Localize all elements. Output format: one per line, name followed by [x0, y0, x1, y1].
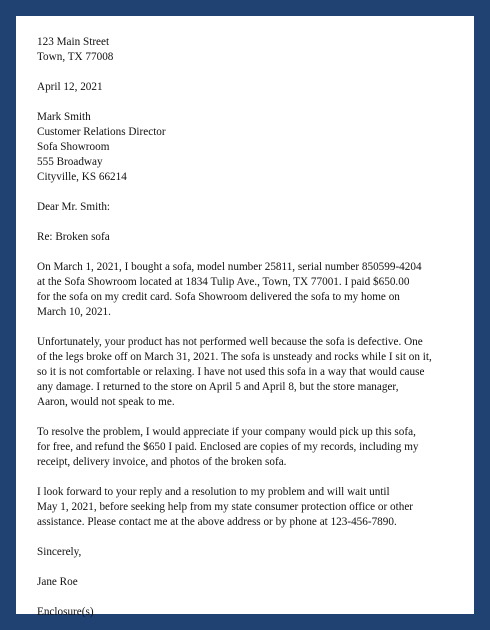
spacer [37, 95, 457, 110]
closing: Sincerely, [37, 546, 82, 558]
letter-page [16, 16, 474, 618]
recipient-block [37, 110, 457, 185]
paragraph-line: March 10, 2021. [37, 306, 111, 318]
sender-address [37, 35, 457, 65]
recipient-name: Mark Smith [37, 111, 91, 123]
paragraph-line: To resolve the problem, I would appreciate if your company would pick up this sofa, [37, 426, 416, 438]
paragraph-3 [37, 425, 457, 470]
spacer [37, 530, 457, 545]
paragraph-line: assistance. Please contact me at the above address or by phone at 123-456-7890. [37, 516, 397, 528]
spacer [37, 410, 457, 425]
spacer [37, 470, 457, 485]
spacer [37, 320, 457, 335]
paragraph-line: at the Sofa Showroom located at 1834 Tulip Ave., Town, TX 77001. I paid $650.00 [37, 276, 410, 288]
paragraph-line: so it is not comfortable or relaxing. I have not used this sofa in a way that would cause [37, 366, 425, 378]
paragraph-4 [37, 485, 457, 530]
sender-address-line2: Town, TX 77008 [37, 51, 114, 63]
letter-body [37, 35, 457, 620]
recipient-street: 555 Broadway [37, 156, 103, 168]
recipient-city: Cityville, KS 66214 [37, 171, 127, 183]
sender-address-line1: 123 Main Street [37, 36, 110, 48]
paragraph-line: I look forward to your reply and a resolution to my problem and will wait until [37, 486, 390, 498]
spacer [37, 215, 457, 230]
spacer [37, 185, 457, 200]
paragraph-line: May 1, 2021, before seeking help from my state consumer protection office or other [37, 501, 414, 513]
spacer [37, 245, 457, 260]
paragraph-line: for the sofa on my credit card. Sofa Showroom delivered the sofa to my home on [37, 291, 400, 303]
spacer [37, 65, 457, 80]
paragraph-line: Unfortunately, your product has not performed well because the sofa is defective. One [37, 336, 423, 348]
recipient-company: Sofa Showroom [37, 141, 110, 153]
salutation: Dear Mr. Smith: [37, 201, 111, 213]
paragraph-2 [37, 335, 457, 410]
paragraph-line: of the legs broke off on March 31, 2021. The sofa is unsteady and rocks while I sit on it, [37, 351, 432, 363]
paragraph-line: any damage. I returned to the store on April 5 and April 8, but the store manager, [37, 381, 399, 393]
signature-name: Jane Roe [37, 576, 78, 588]
paragraph-line: for free, and refund the $650 I paid. Enclosed are copies of my records, including my [37, 441, 419, 453]
paragraph-line: receipt, delivery invoice, and photos of the broken sofa. [37, 456, 287, 468]
recipient-title: Customer Relations Director [37, 126, 166, 138]
paragraph-1 [37, 260, 457, 320]
spacer [37, 560, 457, 575]
enclosure-note: Enclosure(s) [37, 606, 94, 618]
letter-date: April 12, 2021 [37, 81, 103, 93]
paragraph-line: Aaron, would not speak to me. [37, 396, 175, 408]
spacer [37, 590, 457, 605]
subject-line: Re: Broken sofa [37, 231, 110, 243]
paragraph-line: On March 1, 2021, I bought a sofa, model number 25811, serial number 850599-4204 [37, 261, 422, 273]
